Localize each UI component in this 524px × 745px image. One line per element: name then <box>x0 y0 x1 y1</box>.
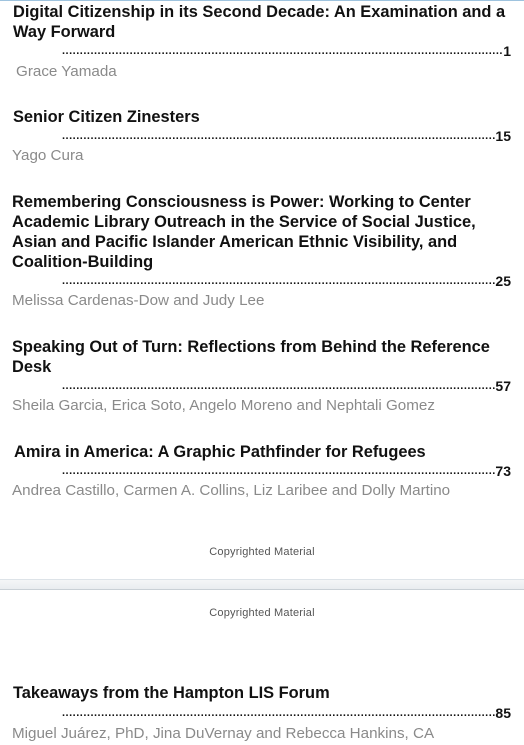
leader-dots <box>62 463 495 479</box>
chapter-title: Senior Citizen Zinesters <box>13 108 200 126</box>
chapter-authors: Yago Cura <box>12 147 84 164</box>
chapter-authors: Miguel Juárez, PhD, Jina DuVernay and Rebecca Hankins, CA <box>12 725 435 742</box>
page-separator <box>0 579 524 590</box>
leader-dots <box>62 705 495 721</box>
chapter-title: Speaking Out of Turn: Reflections from Behind the Reference Desk <box>12 338 490 376</box>
leader-dots <box>62 128 495 144</box>
page-number: 25 <box>495 273 511 289</box>
leader-dots <box>62 273 495 289</box>
leader-dots <box>62 378 495 394</box>
copyright-notice: Copyrighted Material <box>209 546 315 558</box>
page-number: 15 <box>495 128 511 144</box>
chapter-title: Remembering Consciousness is Power: Working to Center Academic Library Outreach in the Service of Social Justice, Asian and Pacific Islander American Ethnic Visibility, and Coalition-Building <box>12 193 476 271</box>
page-sheet-1[interactable] <box>0 1 524 579</box>
dot-leader <box>62 128 511 144</box>
page-sheet-2[interactable] <box>0 590 524 745</box>
page-number: 85 <box>495 705 511 721</box>
copyright-notice: Copyrighted Material <box>209 607 315 619</box>
dot-leader <box>62 378 511 394</box>
dot-leader <box>62 463 511 479</box>
chapter-title: Takeaways from the Hampton LIS Forum <box>13 684 330 702</box>
chapter-authors: Melissa Cardenas-Dow and Judy Lee <box>12 292 265 309</box>
page-number: 73 <box>495 463 511 479</box>
page-number: 1 <box>503 43 511 59</box>
page-number: 57 <box>495 378 511 394</box>
chapter-title: Digital Citizenship in its Second Decade: An Examination and a Way Forward <box>13 3 506 41</box>
chapter-authors: Sheila Garcia, Erica Soto, Angelo Moreno and Nephtali Gomez <box>12 397 435 414</box>
dot-leader <box>62 705 511 721</box>
leader-dots <box>62 43 503 59</box>
chapter-title: Amira in America: A Graphic Pathfinder for Refugees <box>14 443 426 461</box>
dot-leader <box>62 273 511 289</box>
chapter-authors: Andrea Castillo, Carmen A. Collins, Liz Laribee and Dolly Martino <box>12 482 451 499</box>
dot-leader <box>62 43 511 59</box>
chapter-authors: Grace Yamada <box>16 63 117 80</box>
